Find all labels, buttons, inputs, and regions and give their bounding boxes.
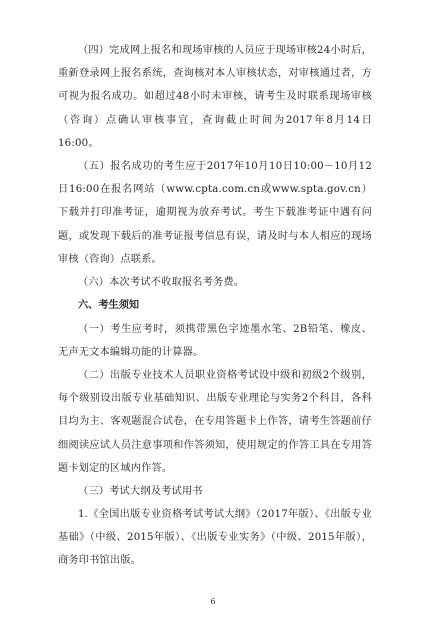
paragraph-syllabus-books: 1.《全国出版专业资格考试考试大纲》（2017年版）、《出版专业基础》（中级、2015年版）、《出版专业实务》（中级、2015年版），商务印书馆出版。 [58, 509, 372, 567]
paragraph-exam-tools: （一）考生应考时，须携带黑色字迹墨水笔、2B铅笔、橡皮、无声无文本编辑功能的计算器。 [58, 324, 372, 359]
paragraph-admission-ticket: （五）报名成功的考生应于2017年10月10日10:00－10月12日16:00在报名网站（www.cpta.com.cn或www.spta.gov.cn）下载并打印准考证，逾期视为放弃考试。考生下载准考证中遇有问题，或发现下载后的准考证报考信息有误，请及时与本人相应的现场审核（咨询）点联系。 [58, 161, 372, 265]
paragraph-exam-levels: （二）出版专业技术人员职业资格考试设中级和初级2个级别，每个级别设出版专业基础知识、出版专业理论与实务2个科目，各科目均为主、客观题混合试卷，在专用答题卡上作答，请考生答题前仔细阅读应试人员注意事项和作答须知，使用规定的作答工具在专用答题卡划定的区域内作答。 [58, 370, 372, 474]
paragraph-registration-confirmation: （四）完成网上报名和现场审核的人员应于现场审核24小时后，重新登录网上报名系统，查询核对本人审核状态，对审核通过者，方可视为报名成功。如超过48小时未审核，请考生及时联系现场审核（咨询）点确认审核事宜，查询截止时间为2017年8月14日16:00。 [58, 45, 372, 149]
paragraph-syllabus-heading: （三）考试大纲及考试用书 [78, 486, 203, 497]
page-number: 6 [210, 597, 216, 606]
paragraph-no-fee: （六）本次考试不收取报名考务费。 [78, 277, 245, 288]
section-heading-candidate-notice: 六、考生须知 [78, 300, 140, 311]
